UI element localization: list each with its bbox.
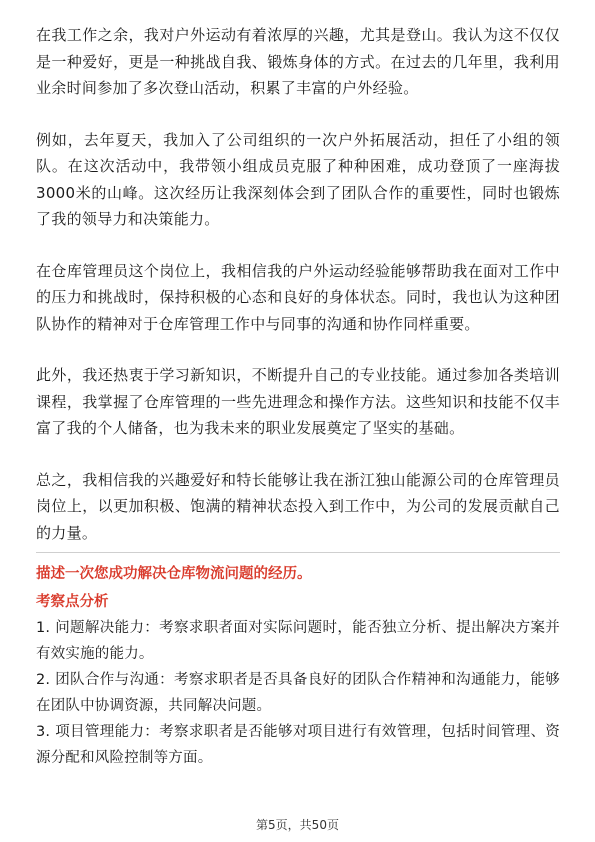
page-content bbox=[36, 22, 560, 771]
analysis-title: 考察点分析 bbox=[36, 594, 109, 610]
body-paragraph-5: 总之，我相信我的兴趣爱好和特长能够让我在浙江独山能源公司的仓库管理员岗位上，以更加积极、饱满的精神状态投入到工作中，为公司的发展贡献自己的力量。 bbox=[36, 470, 560, 542]
analysis-point-3: 3. 项目管理能力：考察求职者是否能够对项目进行有效管理，包括时间管理、资源分配和风险控制等方面。 bbox=[36, 724, 560, 766]
body-paragraph-3: 在仓库管理员这个岗位上，我相信我的户外运动经验能够帮助我在面对工作中的压力和挑战时，保持积极的心态和良好的身体状态。同时，我也认为这种团队协作的精神对于仓库管理工作中与同事的沟通和协作同样重要。 bbox=[36, 261, 560, 333]
body-paragraph-4: 此外，我还热衷于学习新知识，不断提升自己的专业技能。通过参加各类培训课程，我掌握了仓库管理的一些先进理念和操作方法。这些知识和技能不仅丰富了我的个人储备，也为我未来的职业发展奠定了坚实的基础。 bbox=[36, 366, 560, 437]
analysis-point-1: 1. 问题解决能力：考察求职者面对实际问题时，能否独立分析、提出解决方案并有效实施的能力。 bbox=[36, 620, 560, 662]
body-paragraph-1: 在我工作之余，我对户外运动有着浓厚的兴趣，尤其是登山。我认为这不仅仅是一种爱好，更是一种挑战自我、锻炼身体的方式。在过去的几年里，我利用业余时间参加了多次登山活动，积累了丰富的户外经验。 bbox=[36, 26, 560, 97]
section-divider bbox=[36, 552, 560, 553]
analysis-point-2: 2. 团队合作与沟通：考察求职者是否具备良好的团队合作精神和沟通能力，能够在团队中协调资源，共同解决问题。 bbox=[36, 672, 560, 714]
interview-question: 描述一次您成功解决仓库物流问题的经历。 bbox=[36, 566, 312, 582]
body-paragraph-2: 例如，去年夏天，我加入了公司组织的一次户外拓展活动，担任了小组的领队。在这次活动中，我带领小组成员克服了种种困难，成功登顶了一座海拔3000米的山峰。这次经历让我深刻体会到了团队合作的重要性，同时也锻炼了我的领导力和决策能力。 bbox=[36, 130, 560, 228]
page-number-footer: 第5页，共50页 bbox=[256, 818, 339, 832]
